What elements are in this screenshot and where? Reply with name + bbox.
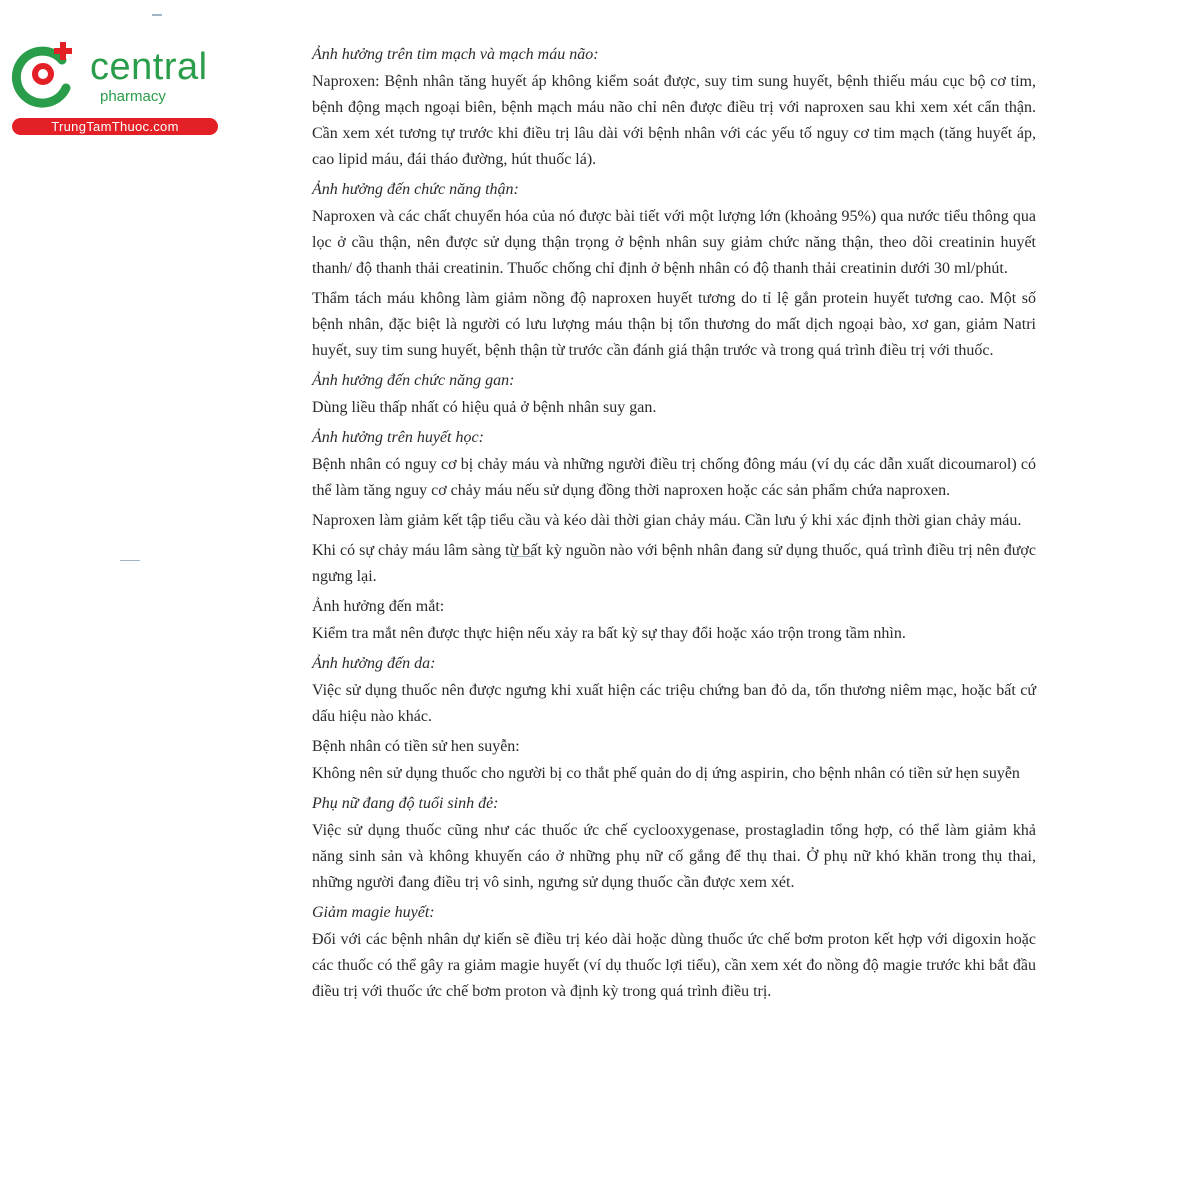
section-heading: Ảnh hưởng trên huyết học: — [312, 429, 484, 446]
paragraph: Naproxen: Bệnh nhân tăng huyết áp không kiểm soát được, suy tim sung huyết, bệnh thiếu máu cục bộ cơ tim, bệnh động mạch ngoại biên, bệnh mạch máu não chỉ nên được điều trị với naproxen sau khi xem xét cẩn thận. Cần xem xét tương tự trước khi điều trị lâu dài với bệnh nhân với các yếu tố nguy cơ tim mạch (tăng huyết áp, cao lipid máu, đái tháo đường, hút thuốc lá). — [312, 73, 1036, 168]
section-heading: Giảm magie huyết: — [312, 904, 435, 921]
section-heading: Bệnh nhân có tiền sử hen suyễn: — [312, 738, 520, 755]
section-heading: Phụ nữ đang độ tuổi sinh đẻ: — [312, 795, 499, 812]
central-pharmacy-logo — [10, 38, 215, 138]
paragraph: Đối với các bệnh nhân dự kiến sẽ điều trị kéo dài hoặc dùng thuốc ức chế bơm proton kết hợp với digoxin hoặc các thuốc có thể gây ra giảm magie huyết (ví dụ thuốc lợi tiểu), cần xem xét đo nồng độ magie trước khi bắt đầu điều trị với thuốc ức chế bơm proton và định kỳ trong quá trình điều trị. — [312, 931, 1036, 1000]
document-body — [312, 42, 1036, 1009]
pharmacy-cross-logo-icon — [10, 38, 80, 108]
section-heading: Ảnh hưởng đến mắt: — [312, 598, 445, 615]
paragraph: Dùng liều thấp nhất có hiệu quả ở bệnh nhân suy gan. — [312, 399, 657, 416]
brand-subtitle: pharmacy — [100, 88, 166, 105]
paragraph: Việc sử dụng thuốc nên được ngưng khi xuất hiện các triệu chứng ban đỏ da, tổn thương niêm mạc, hoặc bất cứ dấu hiệu nào khác. — [312, 682, 1036, 725]
brand-website-banner: TrungTamThuoc.com — [12, 118, 218, 135]
paragraph: Việc sử dụng thuốc cũng như các thuốc ức chế cyclooxygenase, prostagladin tổng hợp, có thể làm giảm khả năng sinh sản và không khuyến cáo ở những phụ nữ cố gắng để thụ thai. Ở phụ nữ khó khăn trong thụ thai, những người đang điều trị vô sinh, ngưng sử dụng thuốc cần được xem xét. — [312, 822, 1036, 891]
section-heading: Ảnh hưởng đến chức năng thận: — [312, 181, 519, 198]
paragraph: Bệnh nhân có nguy cơ bị chảy máu và những người điều trị chống đông máu (ví dụ các dẫn xuất dicoumarol) có thể làm tăng nguy cơ chảy máu nếu sử dụng đồng thời naproxen hoặc các sản phẩm chứa naproxen. — [312, 456, 1036, 499]
paragraph: Thẩm tách máu không làm giảm nồng độ naproxen huyết tương do tỉ lệ gắn protein huyết tương cao. Một số bệnh nhân, đặc biệt là người có lưu lượng máu thận bị tổn thương do mất dịch ngoại bào, xơ gan, giảm Natri huyết, suy tim sung huyết, bệnh thận từ trước cần đánh giá thận trước và trong quá trình điều trị với thuốc. — [312, 290, 1036, 359]
paragraph: Không nên sử dụng thuốc cho người bị co thắt phế quản do dị ứng aspirin, cho bệnh nhân có tiền sử hẹn suyễn — [312, 765, 1020, 782]
brand-name: central — [90, 46, 208, 88]
section-heading: Ảnh hưởng đến da: — [312, 655, 436, 672]
section-heading: Ảnh hưởng đến chức năng gan: — [312, 372, 515, 389]
section-heading: Ảnh hưởng trên tim mạch và mạch máu não: — [312, 46, 599, 63]
paragraph: Naproxen làm giảm kết tập tiểu cầu và kéo dài thời gian chảy máu. Cần lưu ý khi xác định thời gian chảy máu. — [312, 512, 1022, 529]
paragraph: Kiểm tra mắt nên được thực hiện nếu xảy ra bất kỳ sự thay đổi hoặc xáo trộn trong tầm nhìn. — [312, 625, 906, 642]
paragraph: Naproxen và các chất chuyển hóa của nó được bài tiết với một lượng lớn (khoảng 95%) qua nước tiểu thông qua lọc ở cầu thận, nên được sử dụng thận trọng ở bệnh nhân suy giảm chức năng thận, theo dõi creatinin huyết thanh/ độ thanh thải creatinin. Thuốc chống chỉ định ở bệnh nhân có độ thanh thải creatinin dưới 30 ml/phút. — [312, 208, 1036, 277]
paragraph: Khi có sự chảy máu lâm sàng từ bất kỳ nguồn nào với bệnh nhân đang sử dụng thuốc, quá trình điều trị nên được ngưng lại. — [312, 542, 1036, 585]
